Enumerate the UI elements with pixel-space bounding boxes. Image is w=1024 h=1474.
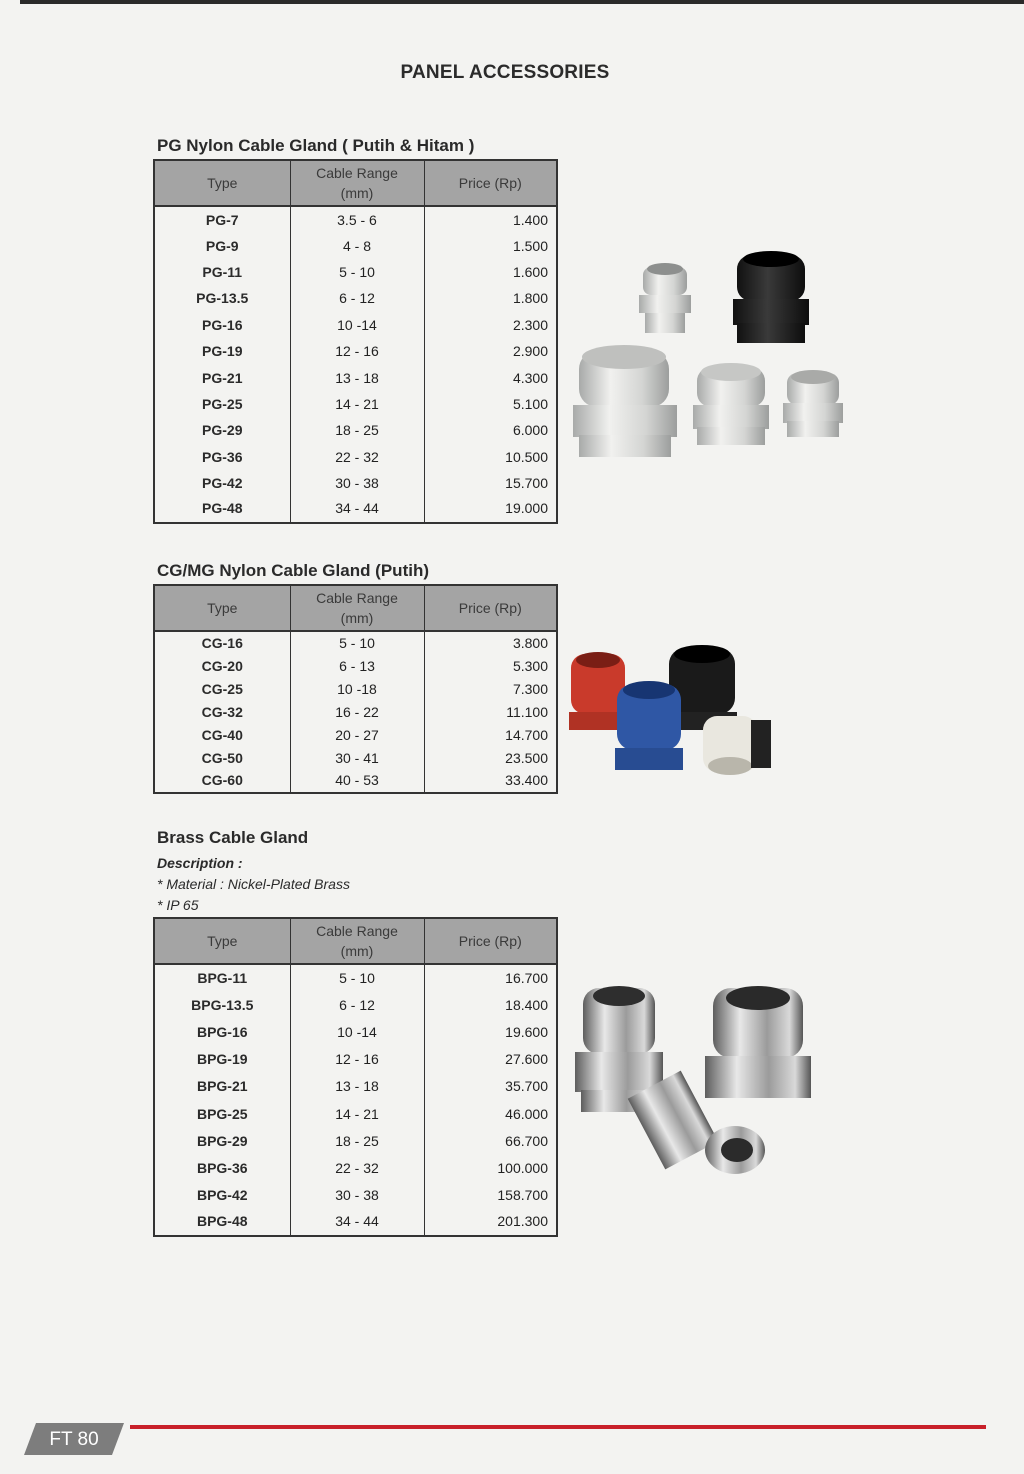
table-row xyxy=(154,364,557,390)
cable-range-cell: 6 - 13 xyxy=(290,654,424,677)
cable-range-cell: 13 - 18 xyxy=(290,1073,424,1100)
table-row xyxy=(154,444,557,470)
brass-gland-photo xyxy=(565,980,815,1180)
price-cell: 158.700 xyxy=(424,1182,557,1209)
price-cell: 46.000 xyxy=(424,1100,557,1127)
table-header-row xyxy=(154,585,557,631)
price-cell: 100.000 xyxy=(424,1154,557,1181)
table-row xyxy=(154,1100,557,1127)
price-cell: 15.700 xyxy=(424,470,557,496)
price-cell: 1.400 xyxy=(424,206,557,232)
table-row xyxy=(154,1182,557,1209)
price-cell: 2.900 xyxy=(424,338,557,364)
price-cell: 14.700 xyxy=(424,723,557,746)
cable-range-cell: 10 -18 xyxy=(290,677,424,700)
range-header-line2: (mm) xyxy=(340,185,374,201)
type-cell: PG-9 xyxy=(154,232,290,258)
table-row xyxy=(154,631,557,654)
type-cell: PG-25 xyxy=(154,391,290,417)
type-cell: BPG-19 xyxy=(154,1046,290,1073)
price-cell: 201.300 xyxy=(424,1209,557,1236)
cable-range-cell: 10 -14 xyxy=(290,312,424,338)
cable-range-cell: 14 - 21 xyxy=(290,391,424,417)
cable-range-cell: 34 - 44 xyxy=(290,496,424,522)
price-cell: 10.500 xyxy=(424,444,557,470)
blue-gland-icon xyxy=(615,681,683,770)
price-cell: 1.800 xyxy=(424,285,557,311)
page-number: FT 80 xyxy=(49,1429,99,1450)
description-line: * IP 65 xyxy=(157,897,199,913)
table-row xyxy=(154,470,557,496)
price-cell: 3.800 xyxy=(424,631,557,654)
type-column-header: Type xyxy=(154,918,290,964)
table-row xyxy=(154,417,557,443)
type-cell: BPG-21 xyxy=(154,1073,290,1100)
type-cell: PG-42 xyxy=(154,470,290,496)
cable-range-column-header xyxy=(290,585,424,631)
bpg-description xyxy=(157,853,350,916)
type-cell: PG-29 xyxy=(154,417,290,443)
cable-range-column-header xyxy=(290,918,424,964)
table-row xyxy=(154,677,557,700)
cable-range-cell: 10 -14 xyxy=(290,1018,424,1045)
cable-range-cell: 3.5 - 6 xyxy=(290,206,424,232)
price-cell: 2.300 xyxy=(424,312,557,338)
cable-range-cell: 18 - 25 xyxy=(290,417,424,443)
table-row xyxy=(154,338,557,364)
table-row xyxy=(154,391,557,417)
medium-white-gland-icon xyxy=(693,363,769,445)
page-title: PANEL ACCESSORIES xyxy=(400,62,610,83)
price-cell: 18.400 xyxy=(424,991,557,1018)
table-row xyxy=(154,1073,557,1100)
price-cell: 7.300 xyxy=(424,677,557,700)
pg-price-table xyxy=(153,159,558,524)
table-row xyxy=(154,1046,557,1073)
table-row xyxy=(154,654,557,677)
type-column-header: Type xyxy=(154,585,290,631)
description-label: Description : xyxy=(157,855,243,871)
cg-price-table xyxy=(153,584,558,794)
table-header-row xyxy=(154,918,557,964)
type-cell: CG-40 xyxy=(154,723,290,746)
table-row xyxy=(154,1018,557,1045)
range-header-line2: (mm) xyxy=(340,610,374,626)
cable-range-cell: 4 - 8 xyxy=(290,232,424,258)
cable-range-cell: 22 - 32 xyxy=(290,444,424,470)
price-column-header: Price (Rp) xyxy=(424,160,557,206)
type-cell: BPG-25 xyxy=(154,1100,290,1127)
footer-red-rule xyxy=(130,1425,986,1429)
table-row xyxy=(154,700,557,723)
type-cell: PG-48 xyxy=(154,496,290,522)
cable-range-cell: 5 - 10 xyxy=(290,259,424,285)
cable-range-cell: 5 - 10 xyxy=(290,964,424,991)
price-cell: 23.500 xyxy=(424,746,557,769)
price-cell: 16.700 xyxy=(424,964,557,991)
price-cell: 11.100 xyxy=(424,700,557,723)
table-row xyxy=(154,1209,557,1236)
small-white-gland-icon xyxy=(639,263,691,333)
black-gland-icon xyxy=(733,251,809,343)
table-row xyxy=(154,232,557,258)
price-cell: 35.700 xyxy=(424,1073,557,1100)
table-row xyxy=(154,496,557,522)
type-cell: BPG-29 xyxy=(154,1127,290,1154)
cable-range-cell: 12 - 16 xyxy=(290,338,424,364)
type-column-header: Type xyxy=(154,160,290,206)
range-header-line2: (mm) xyxy=(340,943,374,959)
type-cell: BPG-11 xyxy=(154,964,290,991)
small-white-gland-icon-2 xyxy=(783,370,843,437)
type-cell: CG-20 xyxy=(154,654,290,677)
price-column-header: Price (Rp) xyxy=(424,918,557,964)
type-cell: CG-16 xyxy=(154,631,290,654)
type-cell: BPG-13.5 xyxy=(154,991,290,1018)
table-row xyxy=(154,1127,557,1154)
cable-range-cell: 16 - 22 xyxy=(290,700,424,723)
price-cell: 5.100 xyxy=(424,391,557,417)
cable-range-cell: 6 - 12 xyxy=(290,285,424,311)
type-cell: CG-32 xyxy=(154,700,290,723)
cable-range-cell: 22 - 32 xyxy=(290,1154,424,1181)
type-cell: CG-60 xyxy=(154,770,290,793)
large-white-gland-icon xyxy=(573,345,677,457)
cable-range-cell: 6 - 12 xyxy=(290,991,424,1018)
table-row xyxy=(154,770,557,793)
table-row xyxy=(154,312,557,338)
cable-range-cell: 5 - 10 xyxy=(290,631,424,654)
top-rule xyxy=(20,0,1024,4)
type-cell: PG-13.5 xyxy=(154,285,290,311)
cg-section-title: CG/MG Nylon Cable Gland (Putih) xyxy=(157,561,429,580)
type-cell: PG-16 xyxy=(154,312,290,338)
price-cell: 66.700 xyxy=(424,1127,557,1154)
range-header-line1: Cable Range xyxy=(316,923,398,939)
table-row xyxy=(154,285,557,311)
cable-range-column-header xyxy=(290,160,424,206)
price-cell: 1.500 xyxy=(424,232,557,258)
brass-gland-right-icon xyxy=(705,986,811,1098)
cable-range-cell: 18 - 25 xyxy=(290,1127,424,1154)
type-cell: PG-36 xyxy=(154,444,290,470)
cable-range-cell: 13 - 18 xyxy=(290,364,424,390)
price-cell: 5.300 xyxy=(424,654,557,677)
type-cell: PG-11 xyxy=(154,259,290,285)
white-gland-icon xyxy=(703,716,771,775)
pg-section-title: PG Nylon Cable Gland ( Putih & Hitam ) xyxy=(157,136,475,155)
price-cell: 33.400 xyxy=(424,770,557,793)
table-row xyxy=(154,206,557,232)
price-cell: 19.000 xyxy=(424,496,557,522)
type-cell: CG-25 xyxy=(154,677,290,700)
table-row xyxy=(154,991,557,1018)
cable-range-cell: 40 - 53 xyxy=(290,770,424,793)
bpg-price-table xyxy=(153,917,558,1237)
cable-range-cell: 14 - 21 xyxy=(290,1100,424,1127)
table-row xyxy=(154,259,557,285)
price-cell: 1.600 xyxy=(424,259,557,285)
table-header-row xyxy=(154,160,557,206)
price-cell: 27.600 xyxy=(424,1046,557,1073)
table-row xyxy=(154,723,557,746)
range-header-line1: Cable Range xyxy=(316,590,398,606)
cable-range-cell: 30 - 41 xyxy=(290,746,424,769)
price-cell: 6.000 xyxy=(424,417,557,443)
type-cell: BPG-48 xyxy=(154,1209,290,1236)
price-cell: 4.300 xyxy=(424,364,557,390)
bpg-section-title: Brass Cable Gland xyxy=(157,828,309,847)
type-cell: BPG-42 xyxy=(154,1182,290,1209)
range-header-line1: Cable Range xyxy=(316,165,398,181)
cable-range-cell: 30 - 38 xyxy=(290,470,424,496)
cable-range-cell: 12 - 16 xyxy=(290,1046,424,1073)
pg-gland-photo xyxy=(565,245,865,475)
price-cell: 19.600 xyxy=(424,1018,557,1045)
cable-range-cell: 30 - 38 xyxy=(290,1182,424,1209)
description-line: * Material : Nickel-Plated Brass xyxy=(157,876,350,892)
cable-range-cell: 34 - 44 xyxy=(290,1209,424,1236)
type-cell: BPG-16 xyxy=(154,1018,290,1045)
table-row xyxy=(154,746,557,769)
table-row xyxy=(154,1154,557,1181)
type-cell: PG-21 xyxy=(154,364,290,390)
type-cell: PG-19 xyxy=(154,338,290,364)
type-cell: CG-50 xyxy=(154,746,290,769)
price-column-header: Price (Rp) xyxy=(424,585,557,631)
type-cell: BPG-36 xyxy=(154,1154,290,1181)
cable-range-cell: 20 - 27 xyxy=(290,723,424,746)
cg-gland-photo xyxy=(565,640,795,790)
table-row xyxy=(154,964,557,991)
type-cell: PG-7 xyxy=(154,206,290,232)
